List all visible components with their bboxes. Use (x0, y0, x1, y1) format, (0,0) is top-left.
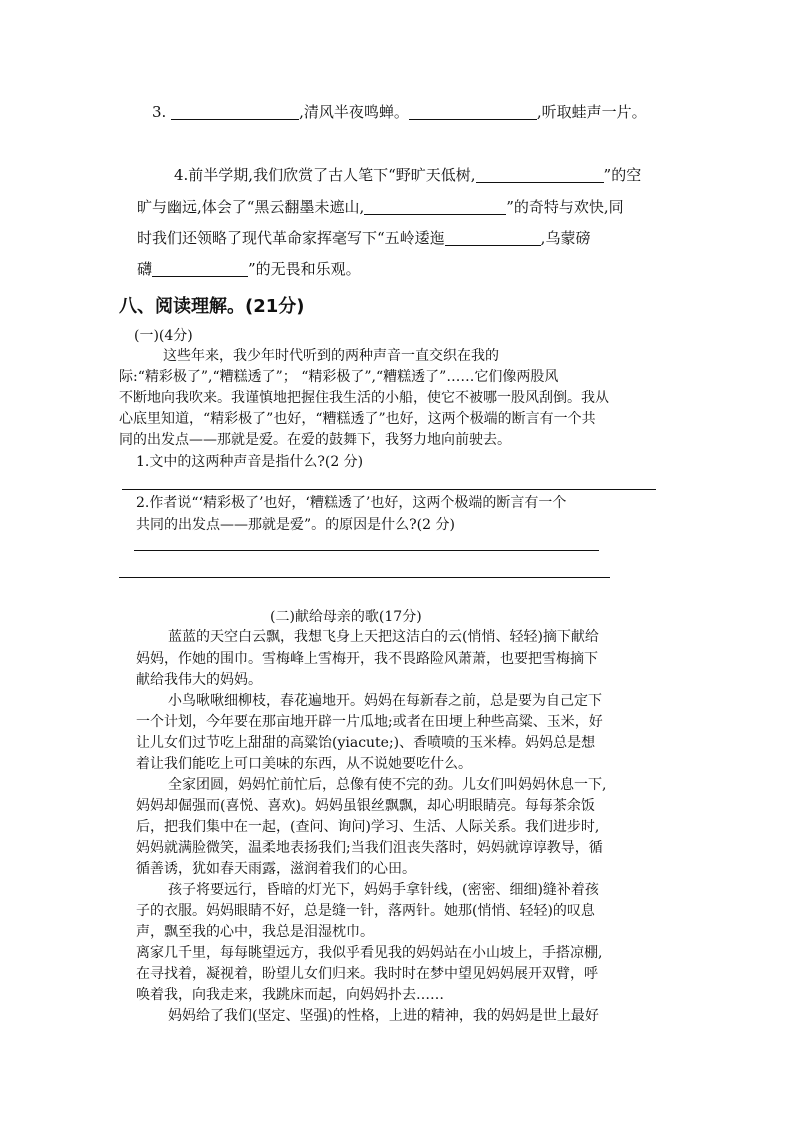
answer-line-q1[interactable] (122, 489, 656, 490)
q3-number: 3. (152, 103, 167, 121)
q4-text-2b: ”的奇特与欢快,同 (506, 198, 624, 216)
part1-header: (一)(4分) (134, 328, 193, 344)
part2-line: 让儿女们过节吃上甜甜的高粱饴(yiacute;)、香喷喷的玉米棒。妈妈总是想 (136, 735, 596, 751)
part1-para-line-3: 不断地向我吹来。我谨慎地把握住我生活的小船，使它不被哪一股风刮倒。我从 (119, 390, 609, 406)
q4-text-4a: 礴 (137, 260, 153, 278)
q4-text-1a: 4.前半学期,我们欣赏了古人笔下“野旷天低树, (174, 166, 476, 184)
part1-question-2-line-1: 2.作者说“‘精彩极了’也好，‘糟糕透了’也好，这两个极端的断言有一个 (136, 495, 567, 511)
part2-line: 妈妈却倔强而(喜悦、喜欢)。妈妈虽银丝飘飘，却心明眼睛亮。每每茶余饭 (136, 798, 595, 814)
part2-line: 声，飘至我的心中，我总是泪湿枕巾。 (136, 924, 374, 940)
q4-blank-3[interactable] (445, 231, 541, 246)
part2-line: 在寻找着，凝视着，盼望儿女们归来。我时时在梦中望见妈妈展开双臂，呼 (136, 966, 598, 982)
part2-line: 后，把我们集中在一起，(查问、询问)学习、生活、人际关系。我们进步时, (136, 819, 600, 835)
section-8-title: 八、阅读理解。(21分) (119, 296, 305, 317)
part2-line: 妈妈就满脸微笑，温柔地表扬我们;当我们沮丧失落时，妈妈就谆谆教导，循 (136, 840, 603, 856)
answer-line-q2-b[interactable] (119, 577, 610, 578)
q4-text-3a: 时我们还领略了现代革命家挥毫写下“五岭逶迤 (137, 229, 445, 247)
part2-line: 蓝蓝的天空白云飘，我想飞身上天把这洁白的云(悄悄、轻轻)摘下献给 (168, 629, 599, 645)
q3-line (152, 105, 647, 120)
part2-line: 唤着我，向我走来，我跳床而起，向妈妈扑去…… (136, 987, 444, 1003)
part2-line: 妈妈，作她的围巾。雪梅峰上雪梅开，我不畏路险风萧萧，也要把雪梅摘下 (136, 651, 598, 667)
part1-para-line-4: 心底里知道，“精彩极了”也好，“糟糕透了”也好，这两个极端的断言有一个共 (119, 411, 596, 427)
part1-question-2-line-2: 共同的出发点——那就是爱”。的原因是什么?(2 分) (136, 517, 455, 533)
q4-text-2a: 旷与幽远,体会了“黑云翻墨未遮山, (137, 198, 365, 216)
q3-end-text: ,听取蛙声一片。 (536, 103, 647, 121)
q3-middle-text: ,清风半夜鸣蝉。 (299, 103, 409, 121)
q4-blank-4[interactable] (152, 262, 248, 277)
part2-line: 全家团圆，妈妈忙前忙后，总像有使不完的劲。儿女们叫妈妈休息一下, (168, 777, 607, 793)
part2-line: 妈妈给了我们(坚定、坚强)的性格，上进的精神，我的妈妈是世上最好 (168, 1008, 599, 1024)
q4-line-4 (137, 262, 361, 277)
q4-text-1b: ”的空 (603, 166, 642, 184)
part2-header: (二)献给母亲的歌(17分) (270, 609, 422, 625)
part1-para-line-2: 际:“精彩极了”,“糟糕透了”； “精彩极了”,“糟糕透了”……它们像两股风 (119, 369, 559, 385)
part1-question-1: 1.文中的这两种声音是指什么?(2 分) (136, 454, 364, 470)
q4-line-3 (137, 231, 590, 246)
part2-line: 着让我们能吃上可口美味的东西，从不说她要吃什么。 (136, 756, 472, 772)
q3-blank-1[interactable] (171, 105, 299, 120)
q4-blank-1[interactable] (476, 168, 604, 183)
q4-text-4b: ”的无畏和乐观。 (248, 260, 361, 278)
part2-line: 小鸟啾啾细柳枝，春花遍地开。妈妈在每新春之前，总是要为自己定下 (168, 693, 602, 709)
answer-line-q2-a[interactable] (134, 550, 599, 551)
q4-line-1 (174, 168, 641, 183)
q4-text-3b: ,乌蒙磅 (540, 229, 591, 247)
part2-line: 循善诱，犹如春天雨露，滋润着我们的心田。 (136, 861, 416, 877)
q3-blank-2[interactable] (409, 105, 537, 120)
part2-line: 一个计划，今年要在那亩地开辟一片瓜地;或者在田埂上种些高粱、玉米，好 (136, 714, 603, 730)
part1-para-line-1: 这些年来，我少年时代听到的两种声音一直交织在我的 (163, 348, 499, 364)
part2-line: 离家几千里，每每眺望远方，我似乎看见我的妈妈站在小山坡上，手搭凉棚, (136, 945, 603, 961)
q4-blank-2[interactable] (364, 200, 506, 215)
part2-line: 献给我伟大的妈妈。 (136, 672, 262, 688)
part1-para-line-5: 同的出发点——那就是爱。在爱的鼓舞下，我努力地向前驶去。 (119, 432, 511, 448)
part2-line: 孩子将要远行，昏暗的灯光下，妈妈手拿针线，(密密、细细)缝补着孩 (168, 882, 599, 898)
part2-line: 子的衣服。妈妈眼睛不好，总是缝一针，落两针。她那(悄悄、轻轻)的叹息 (136, 903, 595, 919)
q4-line-2 (137, 200, 624, 215)
